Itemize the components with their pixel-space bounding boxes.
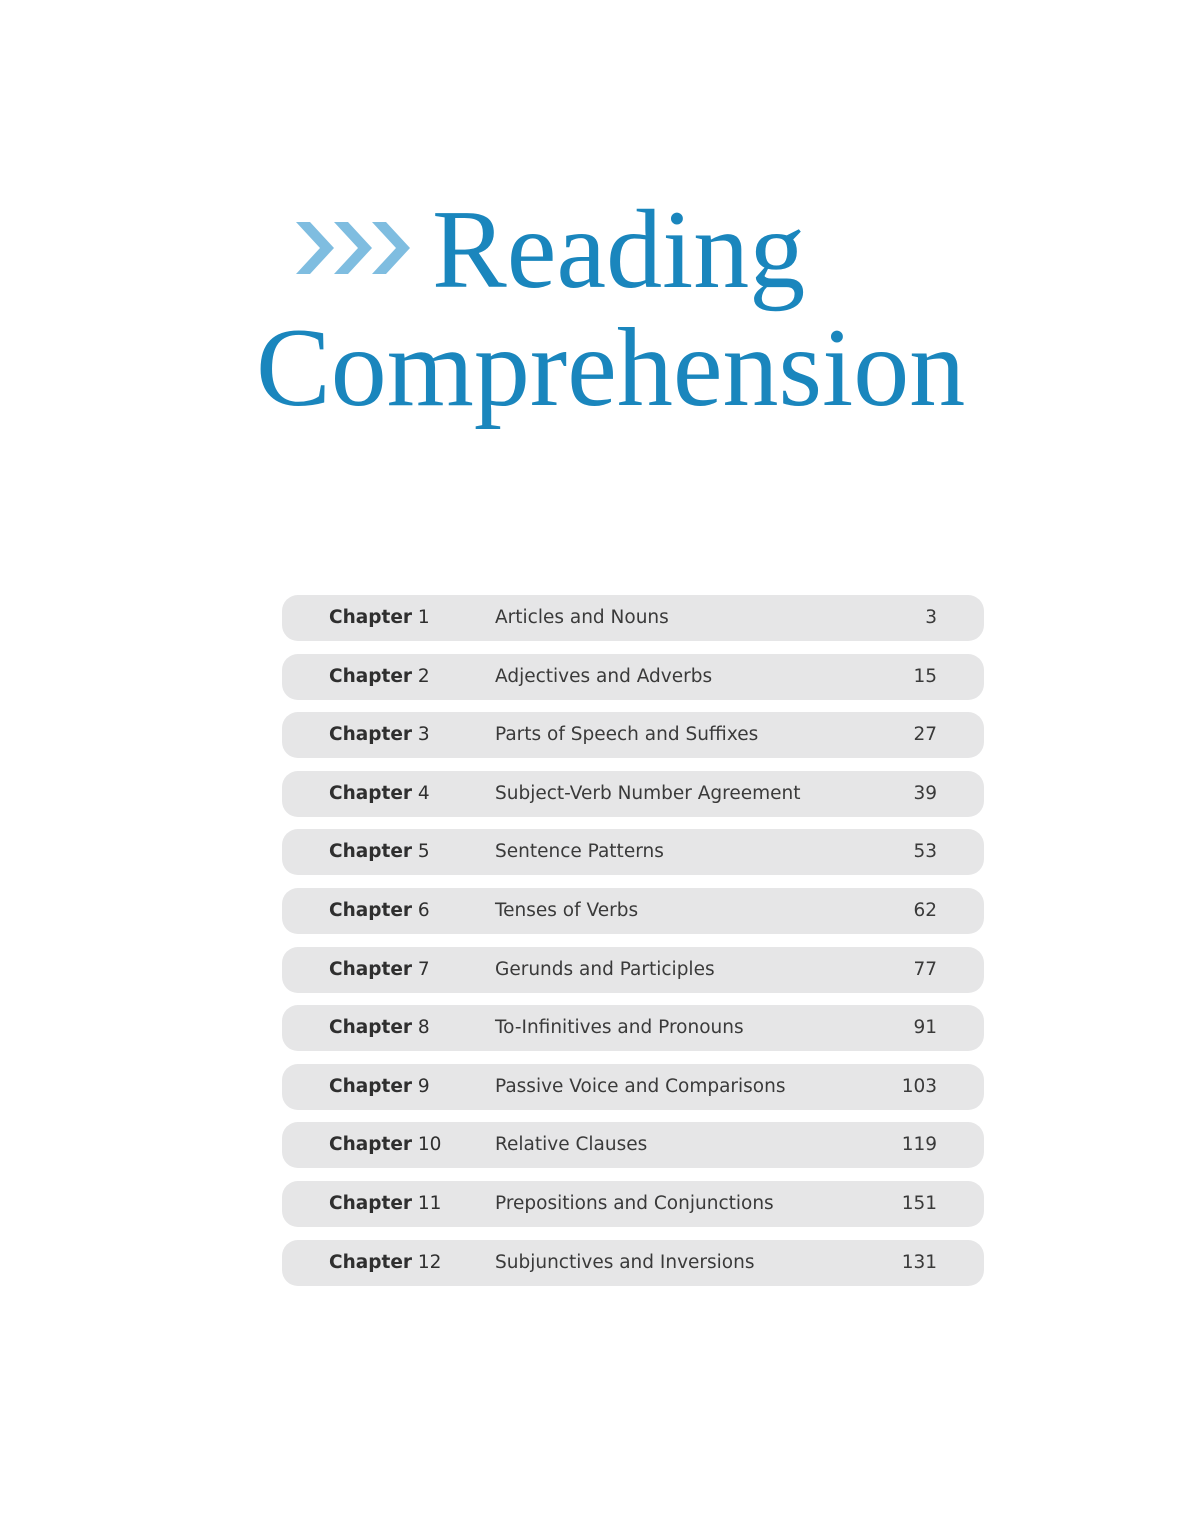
chapter-word: Chapter: [329, 607, 412, 628]
chapter-topic: Prepositions and Conjunctions: [495, 1192, 774, 1214]
page-title-line2: Comprehension: [256, 306, 966, 430]
chapter-topic: Gerunds and Participles: [495, 958, 715, 980]
toc-row-chapter-3: [282, 712, 984, 758]
chapter-page-number: 77: [913, 958, 937, 980]
chapter-number: 9: [417, 1075, 430, 1097]
chapter-label: [329, 1240, 441, 1286]
chapter-number: 6: [417, 899, 430, 921]
chapter-page-number: 62: [913, 899, 937, 921]
chapter-page-number: 119: [901, 1134, 937, 1156]
chapter-label: [329, 1005, 430, 1051]
toc-row-chapter-1: [282, 595, 984, 641]
chapter-word: Chapter: [329, 958, 412, 980]
chapter-number: 5: [417, 841, 430, 863]
chapter-word: Chapter: [329, 665, 412, 687]
chapter-word: Chapter: [329, 1192, 412, 1214]
chapter-word: Chapter: [329, 1134, 412, 1156]
toc-row-chapter-4: [282, 771, 984, 817]
chapter-label: [329, 595, 430, 641]
chapter-number: 8: [417, 1017, 430, 1039]
chapter-label: [329, 771, 430, 817]
chapter-topic: Tenses of Verbs: [495, 899, 639, 921]
chapter-page-number: 27: [913, 724, 937, 746]
chapter-word: Chapter: [329, 1251, 412, 1273]
chapter-topic: Sentence Patterns: [495, 841, 664, 863]
chapter-topic: To-Infinitives and Pronouns: [495, 1017, 744, 1039]
chapter-page-number: 53: [913, 841, 937, 863]
chapter-word: Chapter: [329, 782, 412, 804]
toc-row-chapter-6: [282, 888, 984, 934]
chapter-number: 2: [417, 665, 430, 687]
chapter-number: 1: [417, 607, 430, 628]
triple-chevron-right-icon: [296, 222, 412, 274]
chapter-word: Chapter: [329, 899, 412, 921]
chapter-page-number: 39: [913, 782, 937, 804]
chapter-word: Chapter: [329, 1075, 412, 1097]
chapter-topic: Subjunctives and Inversions: [495, 1251, 755, 1273]
toc-row-chapter-9: [282, 1064, 984, 1110]
chapter-label: [329, 829, 430, 875]
chapter-label: [329, 1122, 441, 1168]
chapter-number: 4: [417, 782, 430, 804]
chapter-number: 7: [417, 958, 430, 980]
chapter-label: [329, 1064, 430, 1110]
chapter-label: [329, 947, 430, 993]
toc-row-chapter-7: [282, 947, 984, 993]
chapter-topic: Articles and Nouns: [495, 607, 669, 628]
toc-row-chapter-12: [282, 1240, 984, 1286]
chapter-number: 12: [417, 1251, 442, 1273]
chapter-label: [329, 1181, 441, 1227]
page-title-line1: Reading: [432, 188, 806, 312]
chapter-word: Chapter: [329, 724, 412, 746]
chapter-page-number: 91: [913, 1017, 937, 1039]
chapter-page-number: 3: [925, 607, 937, 628]
table-of-contents: [282, 595, 984, 1298]
chapter-word: Chapter: [329, 841, 412, 863]
toc-row-chapter-2: [282, 654, 984, 700]
chapter-topic: Parts of Speech and Suffixes: [495, 724, 759, 746]
chapter-topic: Passive Voice and Comparisons: [495, 1075, 786, 1097]
toc-row-chapter-5: [282, 829, 984, 875]
chapter-page-number: 131: [901, 1251, 937, 1273]
toc-row-chapter-11: [282, 1181, 984, 1227]
chapter-topic: Subject-Verb Number Agreement: [495, 782, 801, 804]
chapter-page-number: 15: [913, 665, 937, 687]
chapter-label: [329, 888, 430, 934]
chapter-topic: Adjectives and Adverbs: [495, 665, 713, 687]
chapter-number: 3: [417, 724, 430, 746]
chapter-number: 11: [417, 1192, 442, 1214]
chapter-page-number: 151: [901, 1192, 937, 1214]
toc-row-chapter-8: [282, 1005, 984, 1051]
chapter-label: [329, 654, 430, 700]
chapter-page-number: 103: [901, 1075, 937, 1097]
chapter-topic: Relative Clauses: [495, 1134, 648, 1156]
chapter-word: Chapter: [329, 1017, 412, 1039]
toc-row-chapter-10: [282, 1122, 984, 1168]
chapter-number: 10: [417, 1134, 442, 1156]
chapter-label: [329, 712, 430, 758]
